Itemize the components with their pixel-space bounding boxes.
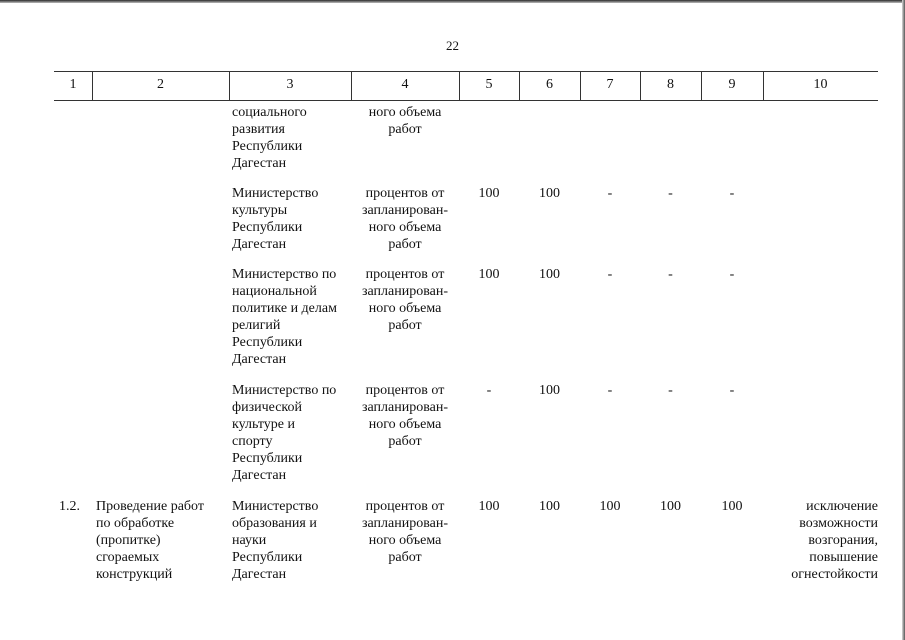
header-cell-1: 1 (69, 77, 77, 92)
value-col9: - (729, 267, 735, 282)
page-number: 22 (446, 38, 459, 53)
header-cell-8: 8 (667, 77, 674, 92)
result-cell: исключение возможности возгорания, повышение огнестойкости (791, 499, 878, 582)
activity-cell: Проведение работ по обработке (пропитке) сгораемых конструкций (96, 499, 204, 582)
value-col8: - (668, 186, 673, 201)
header-cell-3: 3 (286, 77, 294, 92)
unit-cell: процентов от запланирован- ного объема работ (361, 186, 449, 252)
value-col7: - (607, 383, 613, 398)
value-col8: 100 (660, 499, 681, 514)
value-col5: - (486, 383, 492, 398)
item-number: 1.2. (59, 499, 80, 514)
value-col7: - (607, 267, 613, 282)
header-cell-9: 9 (728, 77, 736, 92)
responsible-cell: Министерство культуры Республики Дагестан (232, 186, 319, 252)
value-col6: 100 (539, 383, 560, 398)
header-cell-10: 10 (813, 77, 828, 92)
header-cell-2: 2 (157, 77, 164, 92)
value-col6: 100 (539, 186, 560, 201)
unit-cell: процентов от запланирован- ного объема работ (361, 383, 449, 449)
value-col6: 100 (539, 267, 560, 282)
header-cell-7: 7 (606, 77, 614, 92)
value-col6: 100 (539, 499, 560, 514)
scan-edge-top (0, 0, 905, 3)
responsible-cell: социального развития Республики Дагестан (232, 105, 307, 171)
header-cell-4: 4 (401, 77, 409, 92)
header-top-rule (54, 71, 878, 72)
responsible-cell: Министерство по физической культуре и спорту Республики Дагестан (232, 383, 337, 483)
value-col5: 100 (478, 267, 500, 282)
value-col9: 100 (721, 499, 743, 514)
value-col8: - (668, 383, 673, 398)
header-bottom-rule (54, 100, 878, 101)
value-col7: 100 (599, 499, 621, 514)
value-col9: - (729, 186, 735, 201)
value-col8: - (668, 267, 673, 282)
header-cell-5: 5 (485, 77, 493, 92)
unit-cell: процентов от запланирован- ного объема работ (361, 499, 449, 565)
value-col9: - (729, 383, 735, 398)
responsible-cell: Министерство по национальной политике и делам религий Республики Дагестан (232, 267, 337, 367)
responsible-cell: Министерство образования и науки Республики Дагестан (232, 499, 319, 582)
value-col5: 100 (478, 186, 500, 201)
value-col7: - (607, 186, 613, 201)
header-cell-6: 6 (546, 77, 553, 92)
value-col5: 100 (478, 499, 500, 514)
unit-cell: ного объема работ (368, 105, 442, 137)
unit-cell: процентов от запланирован- ного объема работ (361, 267, 449, 333)
